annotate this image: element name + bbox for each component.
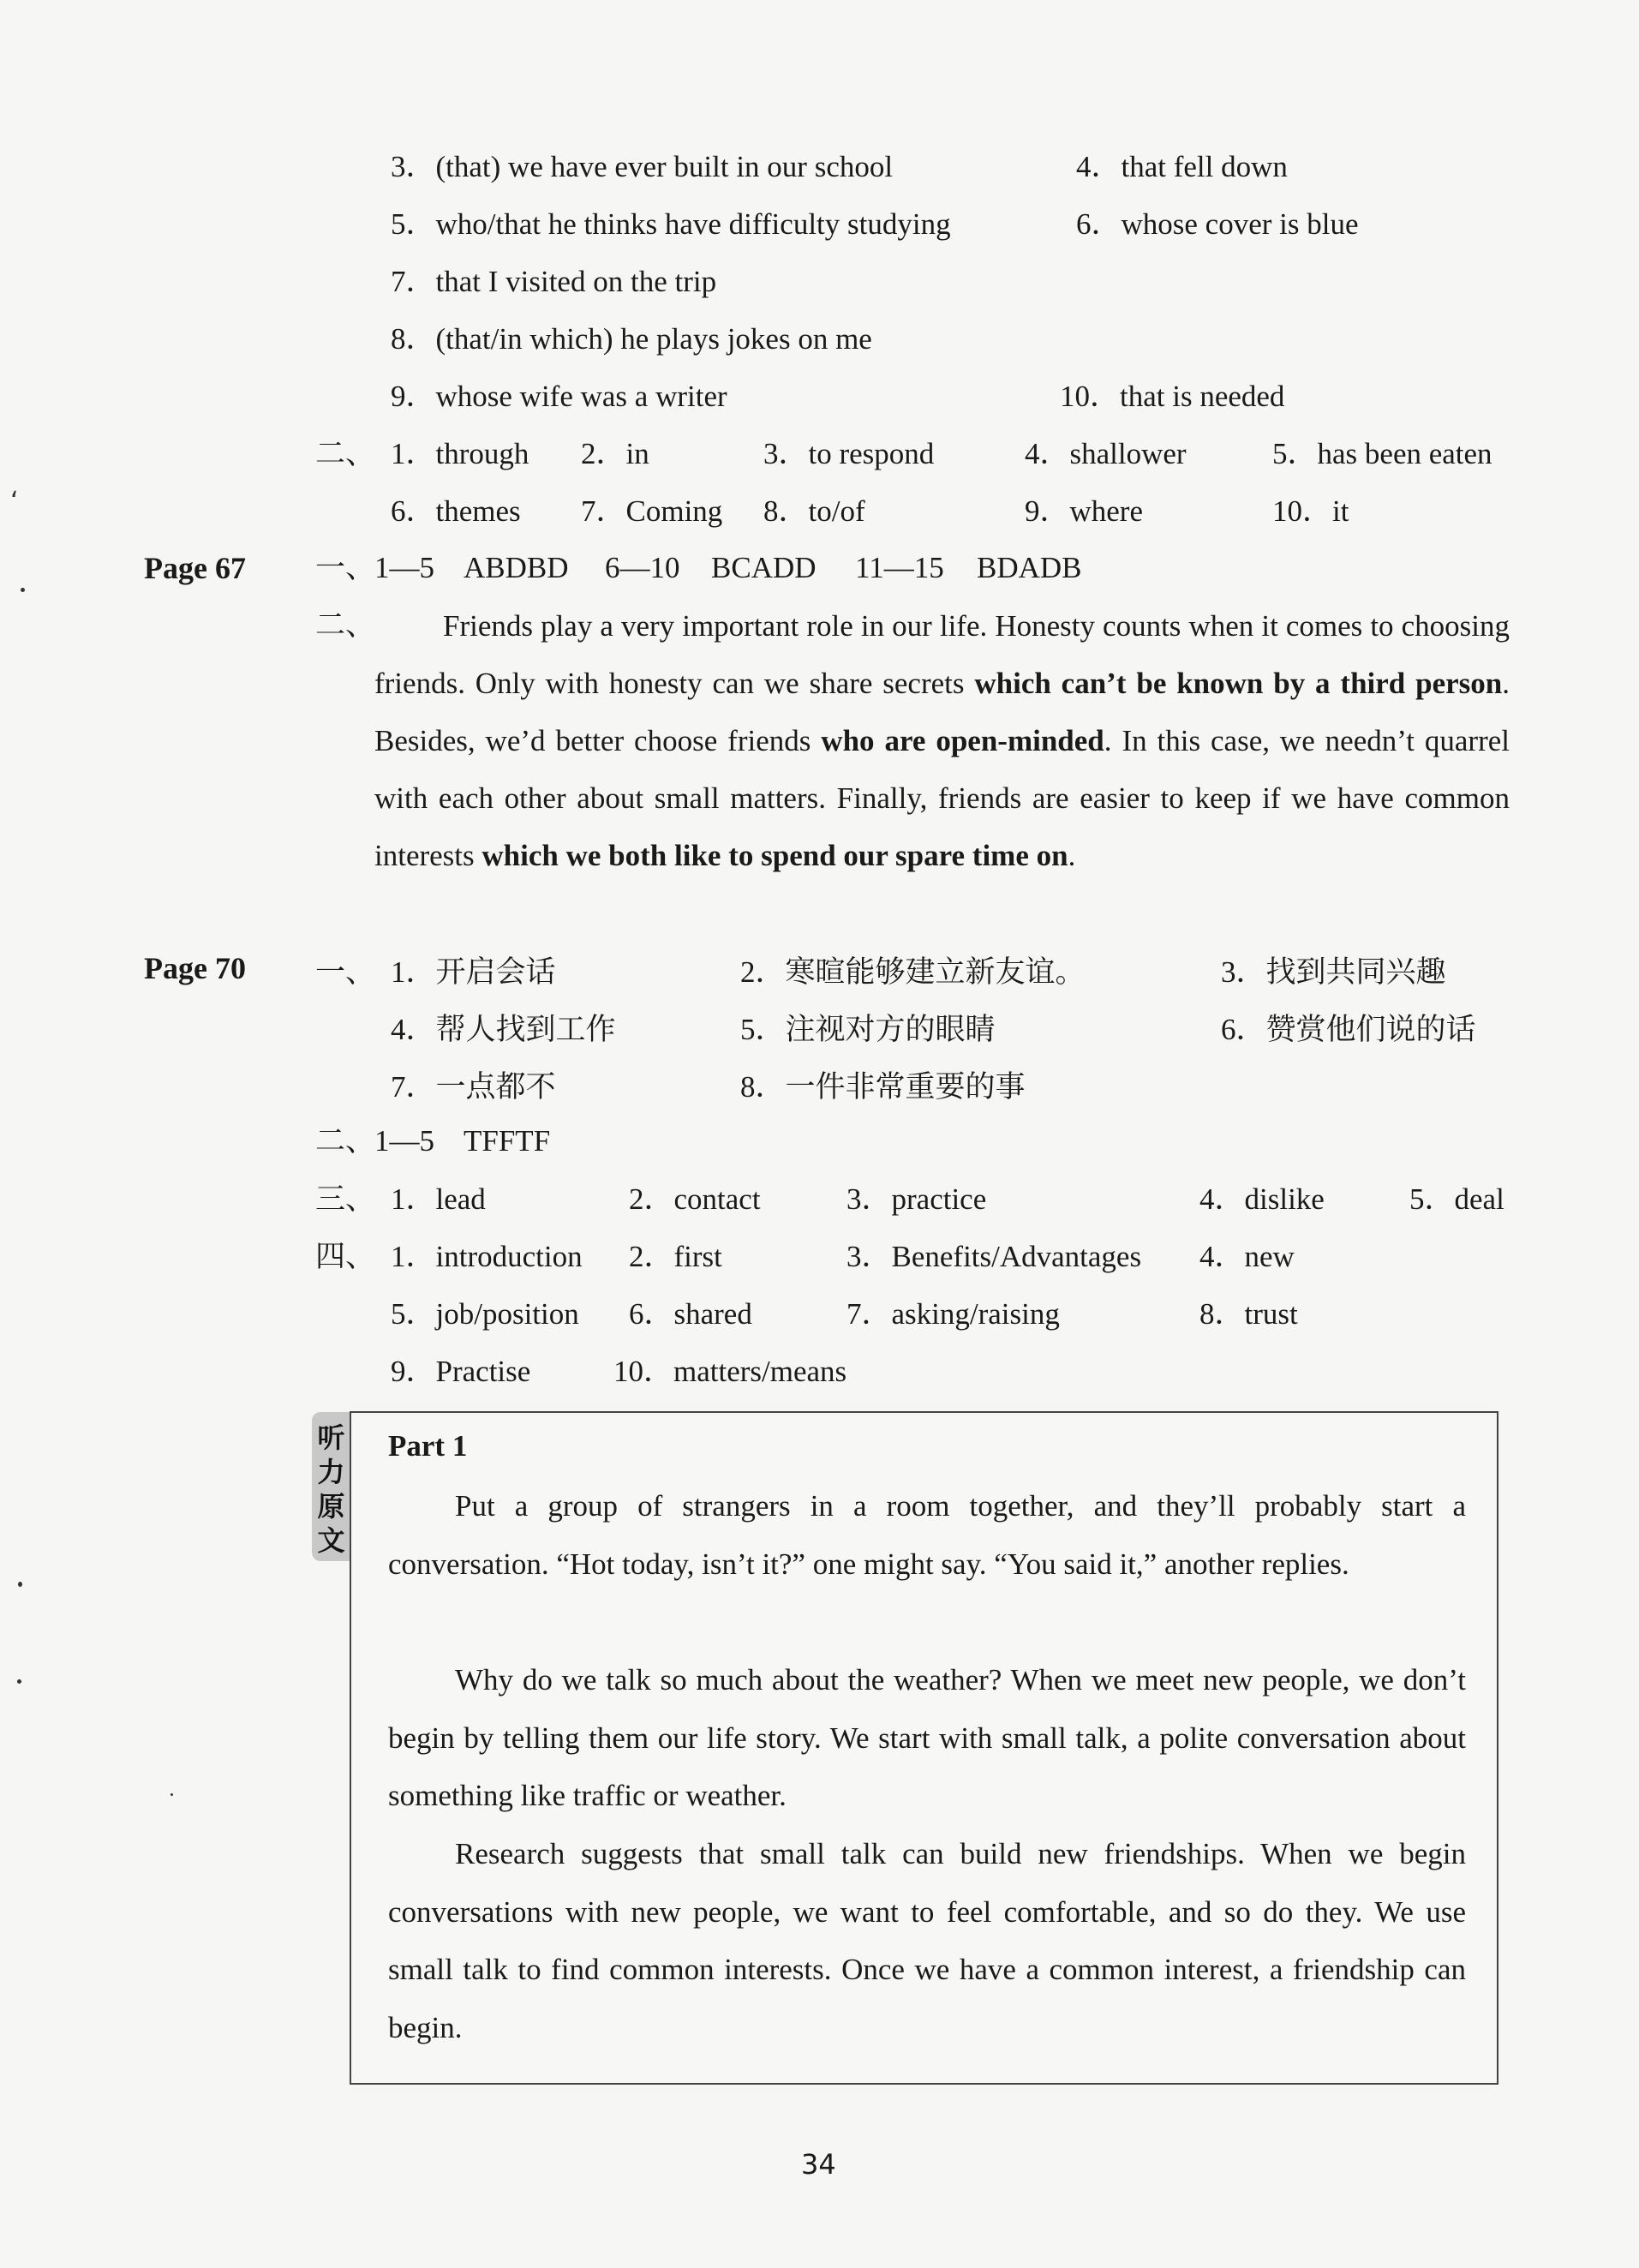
essay-paragraph: Friends play a very important role in our life. Honesty counts when it comes to choosing friends. Only with honesty can we share secrets which can’t be known by a third person. Besides, we’d better choose friends who are open-minded. In this case, we needn’t quarrel with each other about small matters. Finally, friends are easier to keep if we have common interests which we both like to spend our spare time on. (374, 609, 1510, 872)
answer-6: 6．whose cover is blue (1076, 207, 1359, 241)
answer-2-6: 6．themes (391, 494, 521, 528)
translation-6: 6．赞赏他们说的话 (1221, 1013, 1476, 1046)
transcript-paragraph-2: Why do we talk so much about the weather? When we meet new people, we don’t begin by telling them our life story. We start with small talk, a polite conversation about something like traffic or weather. (388, 1663, 1466, 1813)
fill-3: 3．Benefits/Advantages (846, 1240, 1142, 1273)
tf-range: 1—5 (374, 1124, 434, 1158)
answer-3: 3．(that) we have ever built in our school (391, 150, 894, 183)
scan-dot (21, 588, 25, 592)
answer-2-1: 1．through (391, 437, 529, 470)
scan-dot (17, 1679, 21, 1684)
tf-answers: TFFTF (464, 1124, 551, 1158)
answers-1-5: ABDBD (464, 551, 569, 584)
scan-dot (18, 1582, 22, 1587)
translation-1: 1．开启会话 (391, 955, 556, 989)
fill-5: 5．job/position (391, 1297, 579, 1331)
range-11-15: 11—15 (855, 551, 944, 584)
answers-6-10: BCADD (711, 551, 817, 584)
answer-7: 7．that I visited on the trip (391, 265, 717, 298)
translation-7: 7．一点都不 (391, 1070, 556, 1104)
translation-4: 4．帮人找到工作 (391, 1013, 616, 1046)
section-label-2: 二、 (315, 437, 376, 470)
translation-2: 2．寒暄能够建立新友谊。 (740, 955, 1086, 989)
answer-2-10: 10．it (1272, 494, 1349, 528)
answer-8: 8．(that/in which) he plays jokes on me (391, 322, 872, 356)
fill-2: 2．first (629, 1240, 722, 1273)
range-6-10: 6—10 (605, 551, 680, 584)
answer-2-3: 3．to respond (763, 437, 935, 470)
section-label-3: 三、 (315, 1182, 376, 1216)
section-label-1: 一、 (315, 551, 376, 584)
answer-2-9: 9．where (1025, 494, 1144, 528)
answer-2-2: 2．in (581, 437, 649, 470)
answer-2-4: 4．shallower (1025, 437, 1187, 470)
answer-10: 10．that is needed (1060, 380, 1285, 413)
range-1-5: 1—5 (374, 551, 434, 584)
fill-9: 9．Practise (391, 1355, 531, 1388)
transcript-paragraph-1: Put a group of strangers in a room together, and they’ll probably start a conversation. “Hot today, isn’t it?” one might say. “You said it,” another replies. (388, 1489, 1466, 1581)
section-label-2-essay: 二、 (315, 608, 376, 642)
fill-6: 6．shared (629, 1297, 752, 1331)
fill-10: 10．matters/means (613, 1355, 847, 1388)
answer-2-5: 5．has been eaten (1272, 437, 1492, 470)
translation-5: 5．注视对方的眼睛 (740, 1013, 996, 1046)
translation-8: 8．一件非常重要的事 (740, 1070, 1026, 1104)
answer-4: 4．that fell down (1076, 150, 1288, 183)
page-70-label: Page 70 (144, 951, 246, 985)
word-1: 1．lead (391, 1182, 486, 1216)
page-67-label: Page 67 (144, 551, 246, 585)
page-number: 34 (801, 2148, 836, 2181)
fill-7: 7．asking/raising (846, 1297, 1060, 1331)
answer-2-8: 8．to/of (763, 494, 865, 528)
fill-1: 1．introduction (391, 1240, 583, 1273)
answers-11-15: BDADB (977, 551, 1082, 584)
translation-3: 3．找到共同兴趣 (1221, 955, 1446, 989)
fill-4: 4．new (1199, 1240, 1295, 1273)
section-label-2-p70: 二、 (315, 1124, 376, 1158)
scan-mark: ʻ (10, 487, 19, 517)
scan-dot (170, 1793, 173, 1796)
answer-9: 9．whose wife was a writer (391, 380, 727, 413)
word-3: 3．practice (846, 1182, 987, 1216)
transcript-paragraph-3: Research suggests that small talk can build new friendships. When we begin conversations with new people, we want to feel comfortable, and so do they. We use small talk to find common interests. Once we have a common interest, a friendship can begin. (388, 1837, 1466, 2044)
answer-2-7: 7．Coming (581, 494, 723, 528)
listening-transcript-tag: 听 力 原 文 (312, 1412, 350, 1561)
part-1-title: Part 1 (388, 1429, 468, 1463)
word-2: 2．contact (629, 1182, 761, 1216)
word-4: 4．dislike (1199, 1182, 1325, 1216)
section-label-1-p70: 一、 (315, 955, 376, 989)
answer-5: 5．who/that he thinks have difficulty studying (391, 207, 951, 241)
fill-8: 8．trust (1199, 1297, 1298, 1331)
section-label-4: 四、 (315, 1240, 376, 1273)
word-5: 5．deal (1409, 1182, 1504, 1216)
